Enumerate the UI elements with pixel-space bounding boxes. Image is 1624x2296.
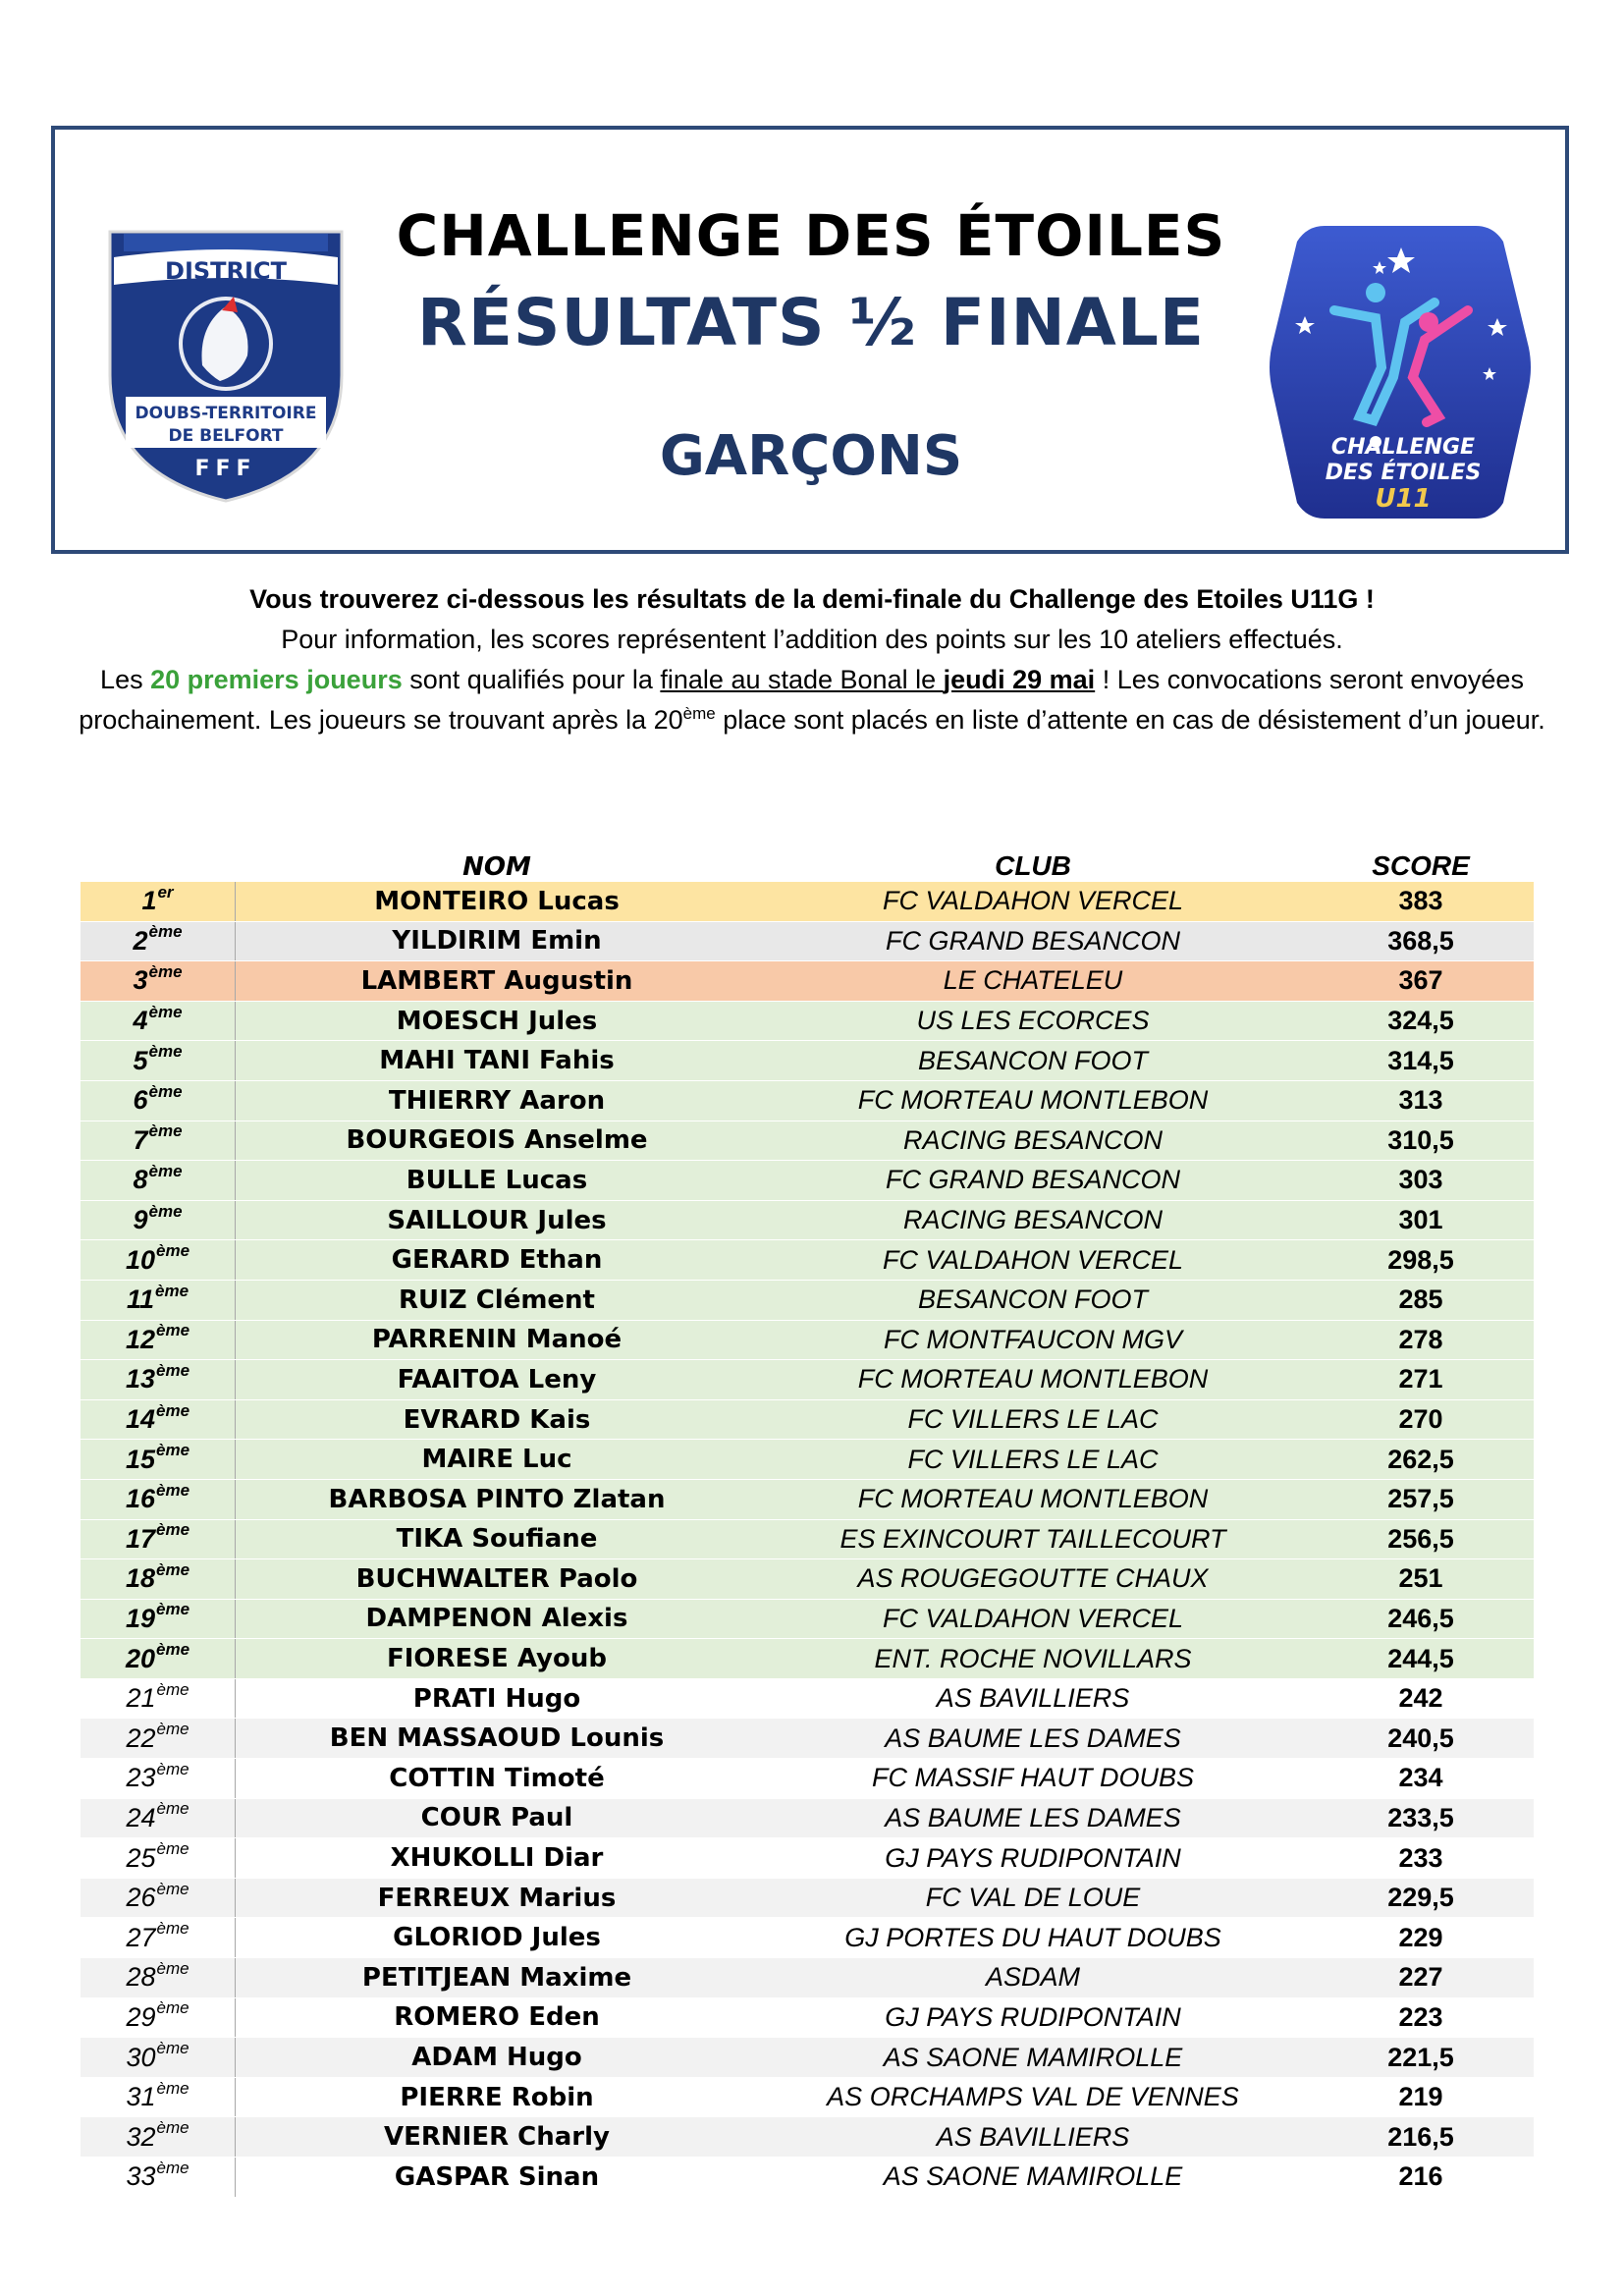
club-cell: AS BAVILLIERS	[936, 2121, 1130, 2152]
score-cell: 233	[1398, 1842, 1443, 1873]
club-cell: GJ PAYS RUDIPONTAIN	[885, 1842, 1181, 1873]
table-row	[81, 1600, 1534, 1640]
challenge-logo-line3: U11	[1375, 484, 1432, 514]
rank-cell: 14 $^{ème}$	[81, 1400, 236, 1440]
score-cell: 383	[1398, 886, 1443, 916]
table-row	[81, 1240, 1534, 1281]
club-cell: FC MASSIF HAUT DOUBS	[871, 1763, 1195, 1793]
page-subtitle: RÉSULTATS ½ FINALE	[417, 285, 1205, 360]
player-name-cell: FIORESE Ayoub	[387, 1644, 607, 1674]
club-cell: FC VALDAHON VERCEL	[882, 886, 1184, 916]
club-cell: US LES ECORCES	[916, 1006, 1150, 1036]
district-logo-line1: DISTRICT	[165, 257, 287, 285]
table-row	[81, 1879, 1534, 1919]
score-cell: 221,5	[1387, 2042, 1454, 2072]
player-name-cell: GERARD Ethan	[391, 1245, 603, 1276]
rank-cell: 20 $^{ème}$	[81, 1639, 236, 1678]
rank-cell: 2 $^{ème}$	[81, 922, 236, 961]
rank-cell: 3 $^{ème}$	[81, 961, 236, 1001]
player-name-cell: FERREUX Marius	[377, 1883, 617, 1913]
score-cell: 216,5	[1387, 2121, 1454, 2152]
table-row	[81, 961, 1534, 1002]
header-club: CLUB	[995, 850, 1071, 881]
club-cell: RACING BESANCON	[902, 1124, 1164, 1155]
district-logo-line2: DOUBS-TERRITOIRE	[135, 404, 317, 423]
club-cell: FC VALDAHON VERCEL	[882, 1603, 1184, 1633]
club-cell: ENT. ROCHE NOVILLARS	[874, 1643, 1192, 1673]
table-row	[81, 1400, 1534, 1441]
club-cell: FC GRAND BESANCON	[885, 1165, 1181, 1195]
player-name-cell: PETITJEAN Maxime	[361, 1962, 632, 1993]
rank-cell: 18 $^{ème}$	[81, 1559, 236, 1599]
club-cell: AS SAONE MAMIROLLE	[883, 2042, 1183, 2072]
rank-cell: 31 $^{ème}$	[81, 2078, 236, 2117]
table-row	[81, 1719, 1534, 1759]
rank-cell: 4 $^{ème}$	[81, 1002, 236, 1041]
player-name-cell: BARBOSA PINTO Zlatan	[328, 1484, 666, 1514]
player-name-cell: DAMPENON Alexis	[365, 1604, 628, 1634]
score-cell: 278	[1398, 1324, 1443, 1354]
header-name: NOM	[462, 852, 531, 882]
score-cell: 240,5	[1387, 1722, 1454, 1753]
rank-cell: 25 $^{ème}$	[81, 1838, 236, 1878]
score-cell: 270	[1398, 1404, 1443, 1435]
score-cell: 246,5	[1387, 1603, 1454, 1633]
rank-cell: 19 $^{ème}$	[81, 1600, 236, 1639]
table-row	[81, 1002, 1534, 1042]
rank-cell: 23 $^{ème}$	[81, 1759, 236, 1798]
rank-cell: 30 $^{ème}$	[81, 2038, 236, 2077]
club-cell: ASDAM	[985, 1962, 1081, 1993]
player-name-cell: YILDIRIM Emin	[392, 926, 602, 957]
rank-cell: 21 $^{ème}$	[81, 1679, 236, 1719]
score-cell: 242	[1398, 1683, 1443, 1714]
rank-cell: 1 $^{er}$	[81, 882, 236, 921]
player-name-cell: ROMERO Eden	[394, 2002, 600, 2033]
rank-cell: 16 $^{ème}$	[81, 1480, 236, 1519]
score-cell: 244,5	[1387, 1643, 1454, 1673]
table-row	[81, 2117, 1534, 2158]
rank-cell: 29 $^{ème}$	[81, 1998, 236, 2038]
score-cell: 314,5	[1387, 1045, 1454, 1075]
score-cell: 229,5	[1387, 1883, 1454, 1913]
player-name-cell: MONTEIRO Lucas	[374, 886, 620, 916]
final-info: finale au stade Bonal le jeudi 29 mai	[660, 665, 1096, 694]
intro-line-3: Les 20 premiers joueurs sont qualifiés pour la finale au stade Bonal le jeudi 29 mai ! Les convocations seront envoyées prochainement. Les joueurs se trouvant après la 20ème place sont placés en liste d’attente en cas de désistement d’un joueur.	[79, 665, 1545, 735]
player-name-cell: ADAM Hugo	[411, 2043, 582, 2073]
player-name-cell: GASPAR Sinan	[394, 2161, 600, 2192]
club-cell: GJ PORTES DU HAUT DOUBS	[844, 1922, 1221, 1952]
player-name-cell: RUIZ Clément	[398, 1285, 595, 1315]
score-cell: 219	[1398, 2082, 1443, 2112]
table-row	[81, 1918, 1534, 1958]
table-row	[81, 922, 1534, 962]
score-cell: 229	[1398, 1922, 1443, 1952]
qualified-count-highlight: 20 premiers joueurs	[150, 665, 403, 694]
player-name-cell: LAMBERT Augustin	[360, 965, 633, 996]
table-row	[81, 1440, 1534, 1480]
table-row	[81, 1639, 1534, 1679]
district-logo	[104, 228, 348, 505]
score-cell: 223	[1398, 2001, 1443, 2032]
table-row	[81, 1520, 1534, 1560]
score-cell: 303	[1398, 1165, 1443, 1195]
rank-cell: 9 $^{ème}$	[81, 1201, 236, 1240]
rank-cell: 17 $^{ème}$	[81, 1520, 236, 1559]
player-name-cell: PIERRE Robin	[400, 2082, 594, 2112]
rank-cell: 26 $^{ème}$	[81, 1879, 236, 1918]
rank-cell: 22 $^{ème}$	[81, 1719, 236, 1758]
club-cell: FC VILLERS LE LAC	[907, 1404, 1159, 1435]
intro-line-1: Vous trouverez ci-dessous les résultats de la demi-finale du Challenge des Etoiles U11G !	[249, 584, 1375, 614]
score-cell: 271	[1398, 1364, 1443, 1394]
player-name-cell: BOURGEOIS Anselme	[346, 1125, 648, 1156]
score-cell: 324,5	[1387, 1006, 1454, 1036]
club-cell: AS SAONE MAMIROLLE	[883, 2161, 1183, 2192]
score-cell: 256,5	[1387, 1523, 1454, 1554]
table-row	[81, 1679, 1534, 1720]
club-cell: BESANCON FOOT	[917, 1045, 1149, 1075]
club-cell: FC MORTEAU MONTLEBON	[857, 1364, 1209, 1394]
club-cell: FC VILLERS LE LAC	[907, 1444, 1159, 1474]
table-row	[81, 1838, 1534, 1879]
club-cell: AS BAUME LES DAMES	[885, 1802, 1181, 1832]
player-name-cell: BEN MASSAOUD Lounis	[329, 1723, 665, 1754]
table-row	[81, 1759, 1534, 1799]
score-cell: 313	[1398, 1085, 1443, 1116]
club-cell: FC MORTEAU MONTLEBON	[857, 1484, 1209, 1514]
table-row	[81, 1958, 1534, 1998]
player-name-cell: MAHI TANI Fahis	[379, 1046, 615, 1076]
header-box	[51, 126, 1569, 554]
club-cell: ES EXINCOURT TAILLECOURT	[839, 1523, 1226, 1554]
challenge-logo	[1266, 220, 1535, 524]
table-row	[81, 1201, 1534, 1241]
table-body	[81, 882, 1534, 2198]
score-cell: 216	[1398, 2161, 1443, 2192]
rank-cell: 32 $^{ème}$	[81, 2117, 236, 2157]
player-name-cell: TIKA Soufiane	[396, 1524, 598, 1555]
club-cell: FC MONTFAUCON MGV	[884, 1324, 1182, 1354]
player-name-cell: GLORIOD Jules	[393, 1923, 601, 1953]
player-name-cell: XHUKOLLI Diar	[390, 1843, 604, 1874]
score-cell: 367	[1398, 965, 1443, 996]
table-row	[81, 2078, 1534, 2118]
rank-cell: 24 $^{ème}$	[81, 1799, 236, 1838]
table-row	[81, 1281, 1534, 1321]
player-name-cell: FAAITOA Leny	[397, 1364, 597, 1394]
player-name-cell: BULLE Lucas	[406, 1165, 588, 1195]
table-header	[81, 843, 1534, 882]
rank-cell: 11 $^{ème}$	[81, 1281, 236, 1320]
rank-cell: 10 $^{ème}$	[81, 1240, 236, 1280]
score-cell: 227	[1398, 1962, 1443, 1993]
score-cell: 368,5	[1387, 925, 1454, 956]
table-row	[81, 1161, 1534, 1201]
player-name-cell: VERNIER Charly	[384, 2122, 610, 2153]
player-name-cell: MAIRE Luc	[421, 1445, 572, 1475]
intro-line-2: Pour information, les scores représentent l’addition des points sur les 10 ateliers effectués.	[281, 625, 1343, 654]
table-row	[81, 1799, 1534, 1839]
table-row	[81, 1121, 1534, 1162]
player-name-cell: PRATI Hugo	[412, 1683, 581, 1714]
header-rank	[81, 843, 236, 882]
rank-cell: 5 $^{ème}$	[81, 1041, 236, 1080]
rank-cell: 8 $^{ème}$	[81, 1161, 236, 1200]
club-cell: FC VALDAHON VERCEL	[882, 1244, 1184, 1275]
score-cell: 301	[1398, 1205, 1443, 1235]
club-cell: AS ORCHAMPS VAL DE VENNES	[827, 2082, 1239, 2112]
table-row	[81, 1081, 1534, 1121]
score-cell: 234	[1398, 1763, 1443, 1793]
score-cell: 257,5	[1387, 1484, 1454, 1514]
table-row	[81, 1998, 1534, 2039]
score-cell: 262,5	[1387, 1444, 1454, 1474]
header-score: SCORE	[1372, 850, 1470, 881]
club-cell: FC VAL DE LOUE	[925, 1883, 1141, 1913]
club-cell: LE CHATELEU	[943, 965, 1123, 996]
intro-text	[69, 579, 1555, 740]
challenge-logo-line2: DES ÉTOILES	[1325, 461, 1482, 485]
player-name-cell: MOESCH Jules	[396, 1006, 598, 1036]
table-row	[81, 1480, 1534, 1520]
club-cell: FC GRAND BESANCON	[885, 925, 1181, 956]
score-cell: 298,5	[1387, 1244, 1454, 1275]
rank-cell: 6 $^{ème}$	[81, 1081, 236, 1121]
rank-cell: 12 $^{ème}$	[81, 1321, 236, 1360]
club-cell: RACING BESANCON	[902, 1205, 1164, 1235]
score-cell: 233,5	[1387, 1802, 1454, 1832]
club-cell: AS BAUME LES DAMES	[885, 1722, 1181, 1753]
club-cell: GJ PAYS RUDIPONTAIN	[885, 2001, 1181, 2032]
player-name-cell: COUR Paul	[420, 1803, 573, 1833]
club-cell: AS BAVILLIERS	[936, 1683, 1130, 1714]
club-cell: FC MORTEAU MONTLEBON	[857, 1085, 1209, 1116]
table-row	[81, 1559, 1534, 1600]
score-cell: 251	[1398, 1563, 1443, 1594]
challenge-logo-line1: CHALLENGE	[1330, 435, 1476, 460]
rank-cell: 13 $^{ème}$	[81, 1360, 236, 1399]
table-row	[81, 1321, 1534, 1361]
table-row	[81, 1041, 1534, 1081]
table-row	[81, 2038, 1534, 2078]
district-logo-line4: FFF	[194, 457, 257, 481]
player-name-cell: EVRARD Kais	[403, 1404, 591, 1435]
rank-cell: 28 $^{ème}$	[81, 1958, 236, 1997]
player-name-cell: BUCHWALTER Paolo	[355, 1563, 638, 1594]
rank-cell: 7 $^{ème}$	[81, 1121, 236, 1161]
club-cell: AS ROUGEGOUTTE CHAUX	[857, 1563, 1209, 1594]
district-logo-line3: DE BELFORT	[168, 426, 284, 446]
score-cell: 285	[1398, 1285, 1443, 1315]
results-table	[81, 843, 1534, 2198]
player-name-cell: PARRENIN Manoé	[371, 1325, 623, 1355]
player-name-cell: SAILLOUR Jules	[387, 1205, 607, 1235]
rank-cell: 33 $^{ème}$	[81, 2158, 236, 2197]
club-cell: BESANCON FOOT	[917, 1285, 1149, 1315]
category-title: GARÇONS	[659, 424, 963, 488]
table-row	[81, 882, 1534, 922]
final-date: jeudi 29 mai	[943, 665, 1096, 694]
player-name-cell: COTTIN Timoté	[389, 1763, 605, 1793]
score-cell: 310,5	[1387, 1124, 1454, 1155]
rank-cell: 15 $^{ème}$	[81, 1440, 236, 1479]
page-title: CHALLENGE DES ÉTOILES	[396, 202, 1226, 269]
table-row	[81, 1360, 1534, 1400]
rank-cell: 27 $^{ème}$	[81, 1918, 236, 1957]
player-name-cell: THIERRY Aaron	[388, 1085, 606, 1116]
table-row	[81, 2158, 1534, 2198]
